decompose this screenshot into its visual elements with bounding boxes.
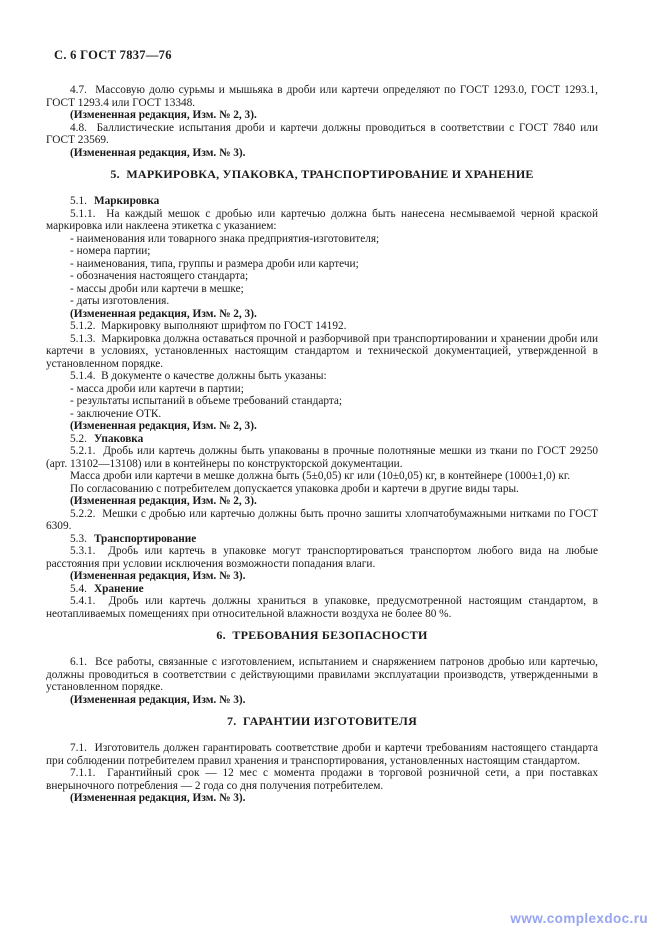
list-item: - обозначения настоящего стандарта;: [70, 270, 249, 282]
amendment-note: (Измененная редакция, Изм. № 2, 3).: [70, 109, 257, 121]
list-item: - наименования или товарного знака предприятия-изготовителя;: [70, 232, 380, 245]
amendment-note: (Измененная редакция, Изм. № 3).: [70, 792, 246, 804]
subsection-title: [46, 583, 598, 596]
paragraph: 5.1.3. Маркировка должна оставаться прочной и разборчивой при транспортировании и хранении дроби или картечи в условиях, установленных настоящим стандартом и технической документацией, утвержденной в установленном порядке.: [46, 332, 598, 370]
section-heading: 7. ГАРАНТИИ ИЗГОТОВИТЕЛЯ: [226, 714, 418, 728]
amendment-note: (Измененная редакция, Изм. № 2, 3).: [70, 420, 257, 432]
list-item: - результаты испытаний в объеме требований стандарта;: [70, 395, 343, 407]
watermark-link[interactable]: www.complexdoc.ru: [510, 911, 648, 926]
list-item: - наименования, типа, группы и размера дроби или картечи;: [70, 257, 359, 270]
section-heading: 6. ТРЕБОВАНИЯ БЕЗОПАСНОСТИ: [216, 628, 428, 642]
subsection-number: 5.1.: [70, 195, 87, 207]
subsection-label: Маркировка: [93, 195, 160, 207]
section-heading: 5. МАРКИРОВКА, УПАКОВКА, ТРАНСПОРТИРОВАНИЕ И ХРАНЕНИЕ: [110, 167, 534, 181]
paragraph: 6.1. Все работы, связанные с изготовлением, испытанием и снаряжением патронов дробью или картечью, должны проводиться в соответствии с действующими правилами эксплуатации производств, утвержденными в установленном порядке.: [46, 656, 598, 693]
subsection-label: Транспортирование: [93, 532, 197, 545]
paragraph: 5.1.2. Маркировку выполняют шрифтом по ГОСТ 14192.: [70, 320, 347, 332]
paragraph: 5.2.1. Дробь или картечь должны быть упакованы в прочные полотняные мешки из ткани по ГОСТ 29250 (арт. 13102—13108) или в контейнеры по конструкторской документации.: [46, 445, 598, 470]
document-body: [46, 84, 598, 805]
paragraph: 4.7. Массовую долю сурьмы и мышьяка в дроби или картечи определяют по ГОСТ 1293.0, ГОСТ 1293.1, ГОСТ 1293.4 или ГОСТ 13348.: [46, 84, 598, 109]
paragraph: 4.8. Баллистические испытания дроби и картечи должны проводиться в соответствии с ГОСТ 7840 или ГОСТ 23569.: [46, 121, 598, 146]
paragraph: 5.1.1. На каждый мешок с дробью или картечью должна быть нанесена несмываемой черной краской маркировка или наклеена этикетка с указанием:: [46, 207, 598, 232]
amendment-note: (Измененная редакция, Изм. № 2, 3).: [70, 495, 257, 507]
paragraph: По согласованию с потребителем допускается упаковка дроби и картечи в другие виды тары.: [70, 482, 519, 495]
paragraph: 5.4.1. Дробь или картечь должны храниться в упаковке, предусмотренной настоящим стандартом, в неотапливаемых помещениях при относительной влажности воздуха не более 80 %.: [46, 595, 598, 620]
list-item: - массы дроби или картечи в мешке;: [70, 282, 244, 295]
list-item: - заключение ОТК.: [70, 407, 162, 420]
subsection-number: 5.3.: [70, 532, 87, 545]
paragraph: 7.1.1. Гарантийный срок — 12 мес с момента продажи в торговой розничной сети, а при поставках внерыночного потребления — 2 года со дня получения потребителем.: [46, 767, 598, 792]
paragraph: Масса дроби или картечи в мешке должна быть (5±0,05) кг или (10±0,05) кг, в контейнере (1000±1,0) кг.: [70, 470, 571, 482]
subsection-label: Упаковка: [93, 432, 144, 445]
paragraph: 5.3.1. Дробь или картечь в упаковке могут транспортироваться транспортом любого вида на любые расстояния при условии исключения возможности попадания влаги.: [46, 545, 598, 570]
list-item: - масса дроби или картечи в партии;: [70, 382, 244, 395]
list-item: - номера партии;: [70, 245, 151, 257]
amendment-note: (Измененная редакция, Изм. № 3).: [70, 146, 246, 159]
list-item: - даты изготовления.: [70, 295, 170, 307]
subsection-title: [46, 533, 598, 546]
subsection-label: Хранение: [93, 582, 144, 595]
subsection-number: 5.2.: [70, 432, 87, 445]
amendment-note: (Измененная редакция, Изм. № 3).: [70, 570, 246, 582]
paragraph: 5.2.2. Мешки с дробью или картечью должны быть прочно зашиты хлопчатобумажными нитками по ГОСТ 6309.: [46, 507, 598, 532]
page-header: С. 6 ГОСТ 7837—76: [54, 48, 172, 62]
paragraph: 5.1.4. В документе о качестве должны быть указаны:: [70, 370, 327, 382]
subsection-title: [46, 433, 598, 446]
amendment-note: (Измененная редакция, Изм. № 2, 3).: [70, 307, 257, 320]
subsection-number: 5.4.: [70, 582, 87, 595]
subsection-title: [46, 195, 598, 208]
amendment-note: (Измененная редакция, Изм. № 3).: [70, 693, 246, 706]
paragraph: 7.1. Изготовитель должен гарантировать соответствие дроби и картечи требованиям настоящего стандарта при соблюдении потребителем правил хранения и транспортирования, установленных настоящим стандартом.: [46, 742, 598, 767]
